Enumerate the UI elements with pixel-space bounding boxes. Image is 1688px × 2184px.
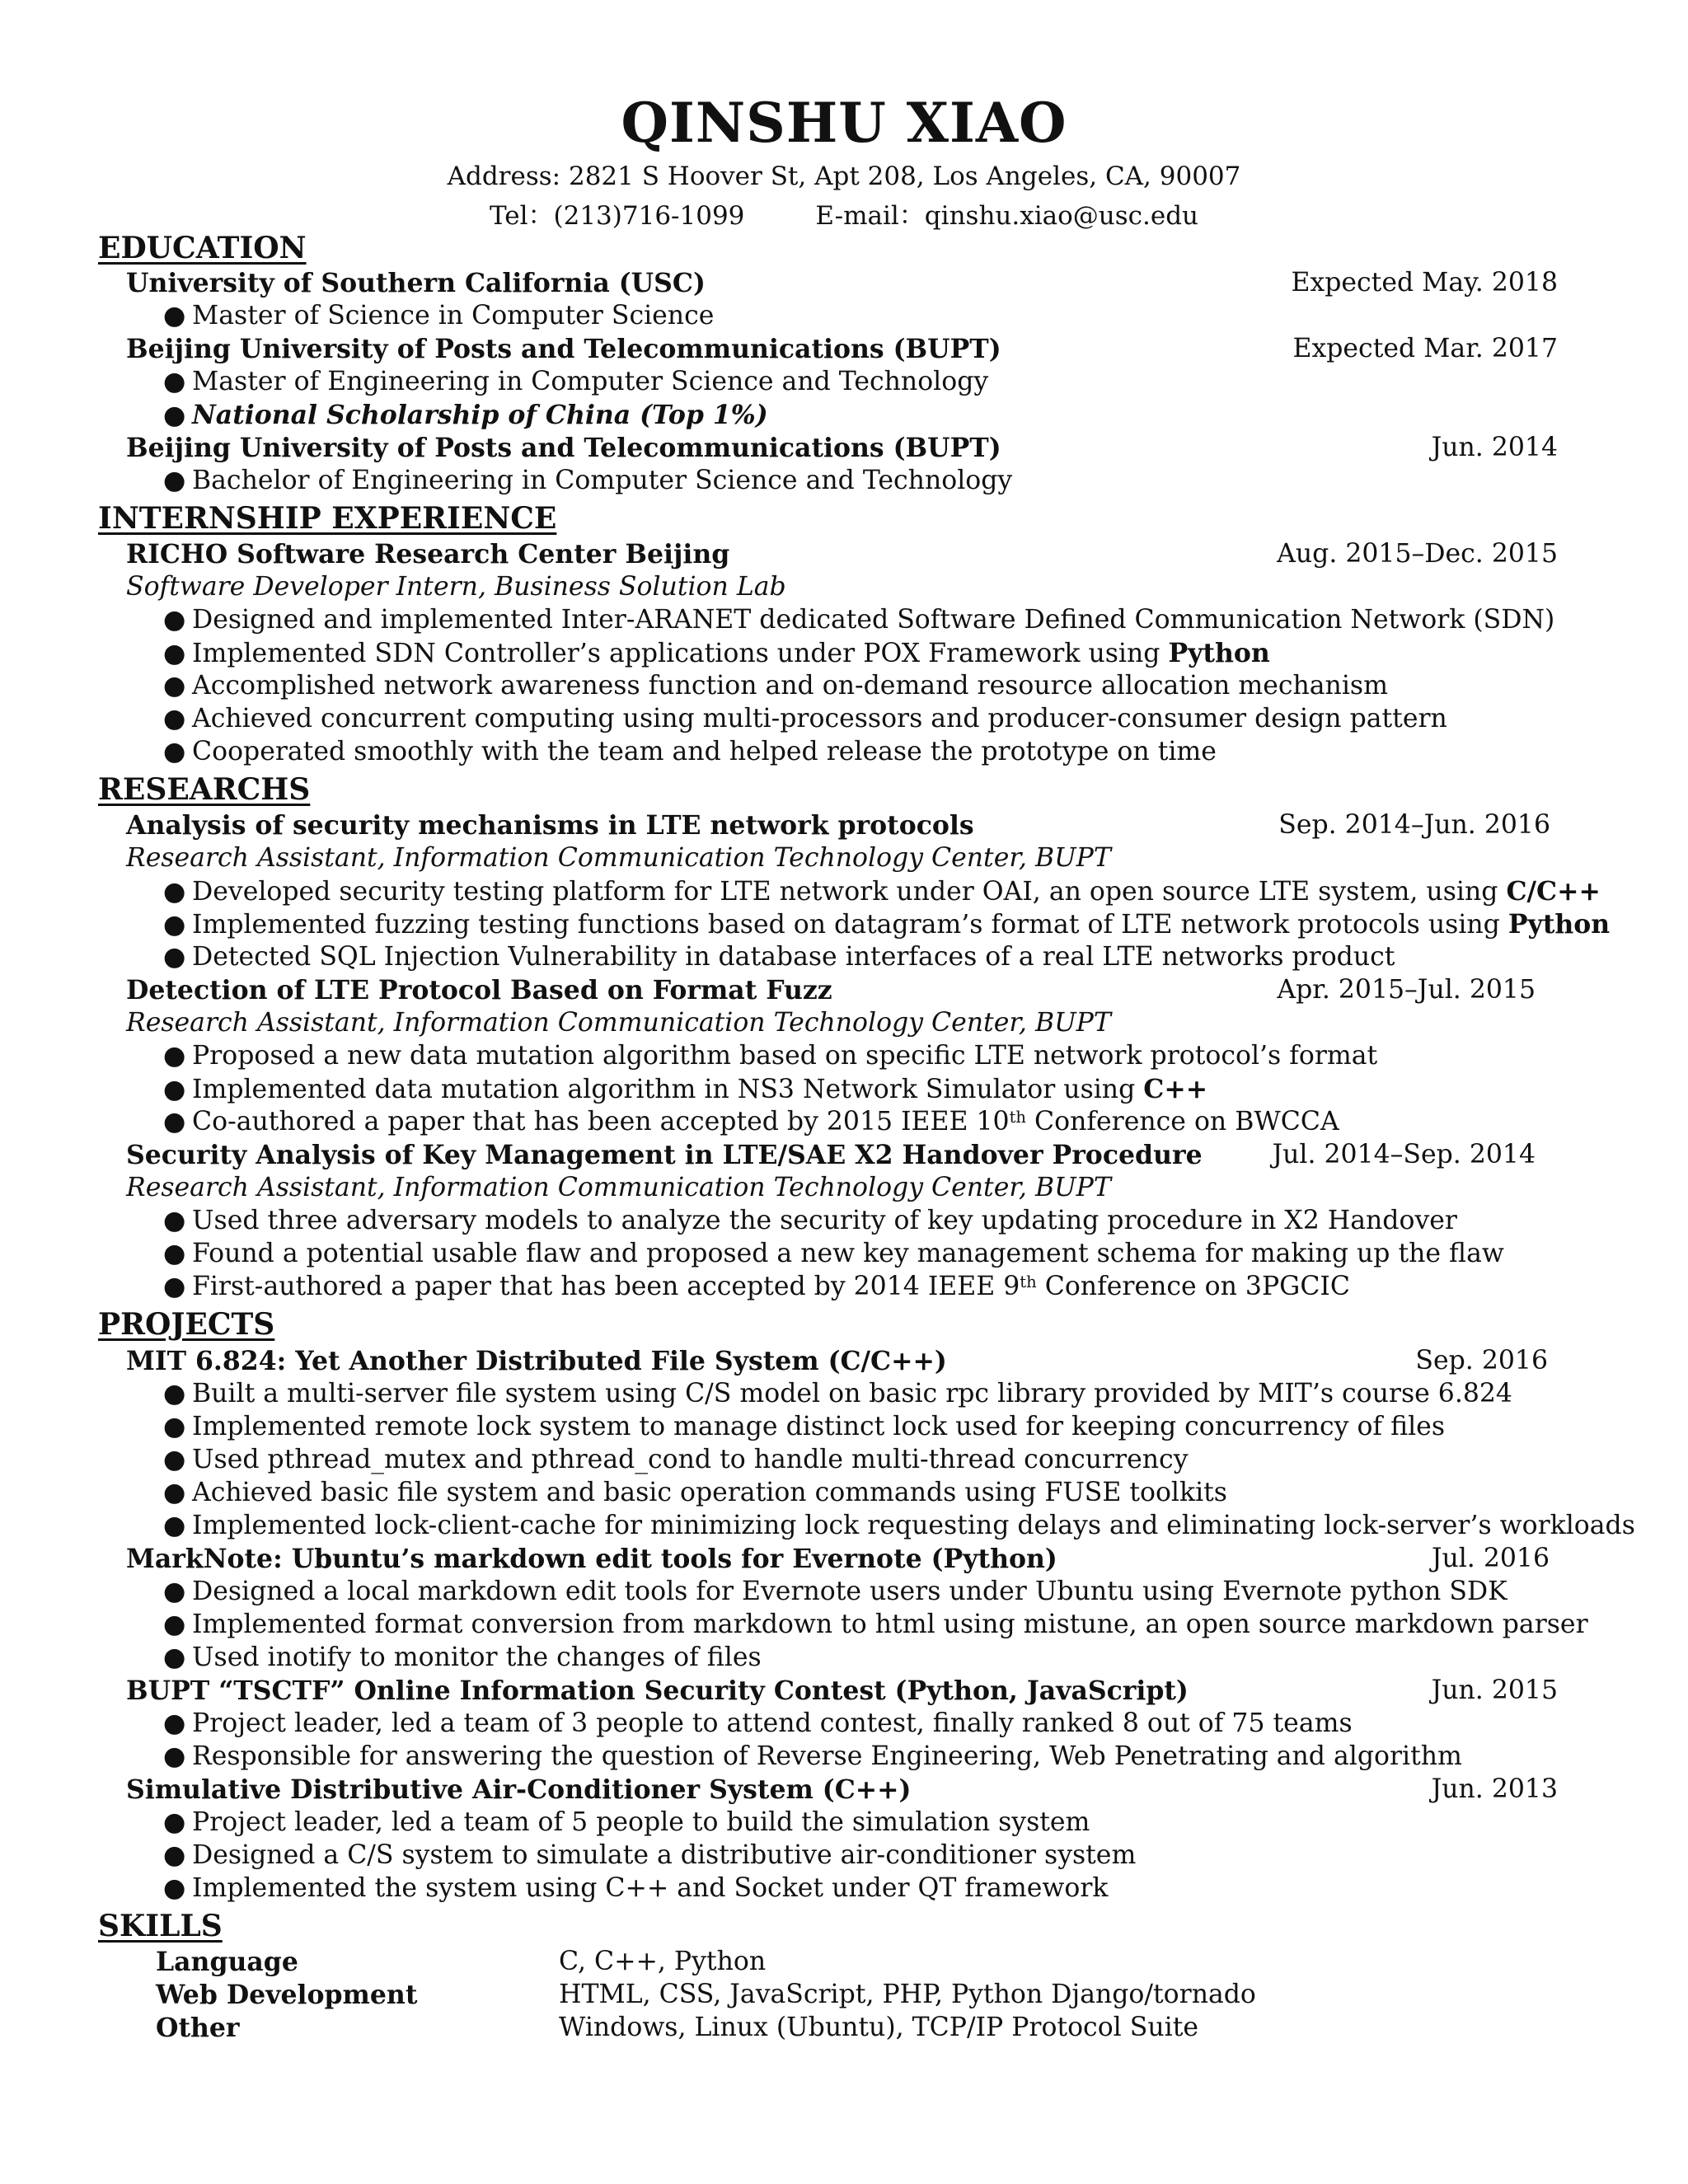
skill-category: Other — [156, 2013, 240, 2043]
bullet-icon: ● — [163, 877, 186, 907]
education-school: Beijing University of Posts and Telecommunications (BUPT) — [126, 334, 1001, 364]
bullet-icon: ● — [163, 1206, 186, 1235]
research-role: Research Assistant, Information Communication Technology Center, BUPT — [126, 1008, 1111, 1038]
project-date: Jul. 2016 — [1431, 1544, 1550, 1573]
bullet-icon: ● — [163, 1840, 186, 1870]
section-heading-internship: INTERNSHIP EXPERIENCE — [98, 501, 557, 536]
bullet-icon: ● — [163, 466, 186, 495]
list-item: ● Used inotify to monitor the changes of files — [163, 1643, 762, 1672]
research-title: Detection of LTE Protocol Based on Format Fuzz — [126, 975, 832, 1005]
internship-date: Aug. 2015–Dec. 2015 — [1277, 539, 1558, 569]
research-date: Jul. 2014–Sep. 2014 — [1272, 1140, 1536, 1169]
list-item: ● Implemented SDN Controller’s applications under POX Framework using Python — [163, 638, 1270, 668]
education-date: Expected May. 2018 — [1291, 268, 1558, 298]
phone: Tel：(213)716-1099 — [489, 201, 745, 231]
bullet-icon: ● — [163, 1379, 186, 1408]
bullet-icon: ● — [163, 1239, 186, 1268]
education-school: University of Southern California (USC) — [126, 268, 706, 298]
list-item: ● Responsible for answering the question of Reverse Engineering, Web Penetrating and algorithm — [163, 1741, 1462, 1771]
internship-role: Software Developer Intern, Business Solution Lab — [126, 572, 786, 602]
section-heading-skills: SKILLS — [98, 1909, 223, 1943]
education-date: Expected Mar. 2017 — [1292, 334, 1558, 363]
bullet-icon: ● — [163, 1272, 186, 1301]
skill-category: Language — [156, 1947, 298, 1977]
address-line: Address: 2821 S Hoover St, Apt 208, Los Angeles, CA, 90007 — [447, 162, 1241, 191]
skill-category: Web Development — [156, 1980, 418, 2010]
section-heading-education: EDUCATION — [98, 231, 307, 265]
list-item: ● Implemented lock-client-cache for minimizing lock requesting delays and eliminating lock-server’s workloads — [163, 1511, 1635, 1540]
skill-value: HTML, CSS, JavaScript, PHP, Python Django/tornado — [559, 1980, 1256, 2009]
bullet-icon: ● — [163, 910, 186, 940]
contact-line — [0, 194, 1688, 232]
list-item: ● Used three adversary models to analyze the security of key updating procedure in X2 Handover — [163, 1206, 1457, 1235]
bullet-icon: ● — [163, 639, 186, 668]
list-item: ● Project leader, led a team of 3 people to attend contest, finally ranked 8 out of 75 teams — [163, 1708, 1353, 1738]
list-item: ● Designed a C/S system to simulate a distributive air-conditioner system — [163, 1840, 1137, 1870]
bullet-icon: ● — [163, 1107, 186, 1137]
bullet-icon: ● — [163, 1511, 186, 1540]
email: E-mail：qinshu.xiao@usc.edu — [815, 201, 1199, 231]
scholarship-text: National Scholarship of China (Top 1%) — [192, 400, 768, 430]
research-role: Research Assistant, Information Communication Technology Center, BUPT — [126, 1173, 1111, 1202]
bullet-icon: ● — [163, 704, 186, 733]
bullet-icon: ● — [163, 1708, 186, 1738]
bullet-icon: ● — [163, 671, 186, 701]
project-date: Jun. 2015 — [1431, 1675, 1558, 1705]
bullet-icon: ● — [163, 367, 186, 396]
list-item: ● Used pthread_mutex and pthread_cond to handle multi-thread concurrency — [163, 1445, 1189, 1474]
list-item: ● Achieved basic file system and basic operation commands using FUSE toolkits — [163, 1478, 1227, 1507]
list-item: ● Designed and implemented Inter-ARANET dedicated Software Defined Communication Network (SDN) — [163, 605, 1555, 635]
list-item: ● Project leader, led a team of 5 people to build the simulation system — [163, 1807, 1090, 1837]
bullet-icon: ● — [163, 1873, 186, 1903]
bullet-icon: ● — [163, 1741, 186, 1771]
list-item: ● Proposed a new data mutation algorithm based on specific LTE network protocol’s format — [163, 1041, 1378, 1071]
bullet-icon: ● — [163, 301, 186, 330]
project-date: Sep. 2016 — [1415, 1346, 1548, 1376]
research-title: Analysis of security mechanisms in LTE network protocols — [126, 810, 974, 841]
internship-company: RICHO Software Research Center Beijing — [126, 539, 730, 569]
section-heading-projects: PROJECTS — [98, 1307, 275, 1342]
bullet-icon: ● — [163, 1445, 186, 1474]
project-title: MIT 6.824: Yet Another Distributed File System (C/C++) — [126, 1346, 947, 1376]
project-title: BUPT “TSCTF” Online Information Security Contest (Python, JavaScript) — [126, 1675, 1189, 1706]
bullet-icon: ● — [163, 1412, 186, 1441]
project-date: Jun. 2013 — [1431, 1774, 1558, 1804]
list-item: ● Implemented format conversion from markdown to html using mistune, an open source markdown parser — [163, 1610, 1588, 1639]
list-item: ● Master of Engineering in Computer Science and Technology — [163, 367, 989, 396]
list-item: ● First-authored a paper that has been accepted by 2014 IEEE 9th Conference on 3PGCIC — [163, 1272, 1350, 1301]
list-item: ● Designed a local markdown edit tools for Evernote users under Ubuntu using Evernote python SDK — [163, 1577, 1507, 1606]
research-date: Sep. 2014–Jun. 2016 — [1278, 810, 1550, 840]
list-item: ● Found a potential usable flaw and proposed a new key management schema for making up the flaw — [163, 1239, 1504, 1268]
bullet-icon: ● — [163, 1643, 186, 1672]
section-heading-research: RESEARCHS — [98, 772, 311, 807]
list-item: ● Master of Science in Computer Science — [163, 301, 715, 330]
list-item: ● Bachelor of Engineering in Computer Science and Technology — [163, 466, 1013, 495]
list-item — [163, 402, 768, 429]
project-title: MarkNote: Ubuntu’s markdown edit tools for Evernote (Python) — [126, 1544, 1057, 1574]
bullet-icon: ● — [163, 942, 186, 972]
skill-value: C, C++, Python — [559, 1947, 767, 1976]
bullet-icon: ● — [163, 605, 186, 635]
list-item: ● Implemented fuzzing testing functions based on datagram’s format of LTE network protocols using Python — [163, 909, 1611, 940]
skill-value: Windows, Linux (Ubuntu), TCP/IP Protocol Suite — [559, 2013, 1198, 2042]
research-role: Research Assistant, Information Communication Technology Center, BUPT — [126, 843, 1111, 873]
bullet-icon: ● — [163, 1610, 186, 1639]
list-item: ● Detected SQL Injection Vulnerability in database interfaces of a real LTE networks product — [163, 942, 1395, 972]
list-item: ● Built a multi-server file system using C/S model on basic rpc library provided by MIT’s course 6.824 — [163, 1379, 1512, 1408]
education-date: Jun. 2014 — [1431, 433, 1558, 462]
bullet-icon: ● — [163, 401, 186, 430]
research-date: Apr. 2015–Jul. 2015 — [1277, 975, 1536, 1005]
list-item: ● Implemented data mutation algorithm in NS3 Network Simulator using C++ — [163, 1074, 1208, 1104]
bullet-icon: ● — [163, 1041, 186, 1071]
list-item: ● Developed security testing platform for LTE network under OAI, an open source LTE system, using C/C++ — [163, 876, 1601, 907]
bullet-icon: ● — [163, 1577, 186, 1606]
list-item: ● Implemented remote lock system to manage distinct lock used for keeping concurrency of files — [163, 1412, 1445, 1441]
bullet-icon: ● — [163, 1807, 186, 1837]
list-item: ● Cooperated smoothly with the team and helped release the prototype on time — [163, 737, 1217, 766]
list-item: ● Accomplished network awareness function and on-demand resource allocation mechanism — [163, 671, 1388, 701]
candidate-name: QINSHU XIAO — [621, 91, 1067, 155]
bullet-icon: ● — [163, 1075, 186, 1104]
list-item: ● Achieved concurrent computing using multi-processors and producer-consumer design pattern — [163, 704, 1447, 733]
education-school: Beijing University of Posts and Telecommunications (BUPT) — [126, 433, 1001, 463]
research-title: Security Analysis of Key Management in LTE/SAE X2 Handover Procedure — [126, 1140, 1203, 1170]
bullet-icon: ● — [163, 1478, 186, 1507]
list-item: ● Co-authored a paper that has been accepted by 2015 IEEE 10th Conference on BWCCA — [163, 1107, 1339, 1137]
list-item: ● Implemented the system using C++ and Socket under QT framework — [163, 1873, 1109, 1903]
bullet-icon: ● — [163, 737, 186, 766]
project-title: Simulative Distributive Air-Conditioner System (C++) — [126, 1774, 912, 1805]
